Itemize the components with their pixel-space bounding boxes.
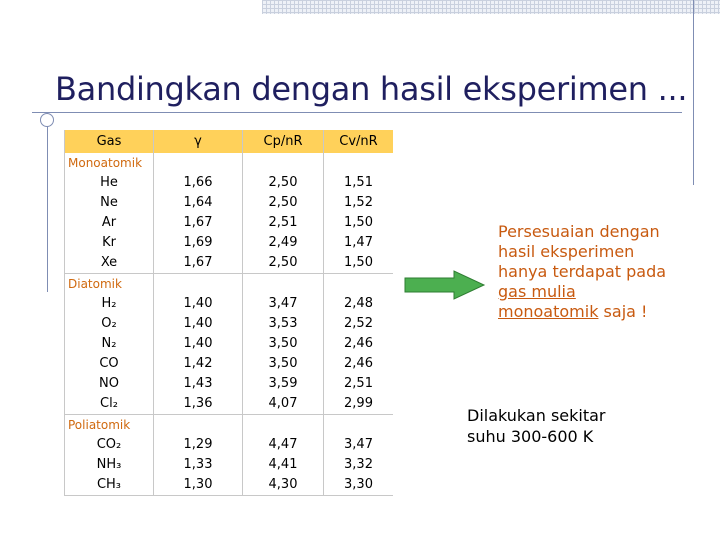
- cell-cp: 4,47: [243, 435, 324, 455]
- cell-cv: 2,51: [344, 376, 373, 391]
- cell-cp: 2,50: [243, 193, 324, 213]
- cell-gas: CH₃: [65, 475, 154, 496]
- note-line: suhu 300-600 K: [467, 427, 594, 446]
- conclusion-note: [498, 222, 698, 322]
- table-row: [65, 253, 394, 274]
- group-empty-cell: [243, 153, 324, 173]
- cell-gamma: 1,30: [154, 475, 243, 496]
- group-empty-cell: [243, 274, 324, 295]
- cell-gamma: 1,69: [154, 233, 243, 253]
- table-row: [65, 173, 394, 193]
- table-row: [65, 334, 394, 354]
- table-row: [65, 374, 394, 394]
- table-row: [65, 354, 394, 374]
- note-line: Dilakukan sekitar: [467, 406, 606, 425]
- cell-cv: 2,48: [344, 296, 373, 311]
- group-empty-cell: [154, 153, 243, 173]
- group-empty-cell: [243, 415, 324, 436]
- group-label: Monoatomik: [65, 153, 154, 173]
- table-body: [65, 153, 394, 496]
- header-cv: Cv/nR: [324, 130, 394, 153]
- cell-gas: O₂: [65, 314, 154, 334]
- cell-gamma: 1,67: [154, 253, 243, 274]
- cell-gas: Kr: [65, 233, 154, 253]
- cell-gamma: 1,40: [154, 314, 243, 334]
- table-row: [65, 233, 394, 253]
- table-row: [65, 435, 394, 455]
- table-row: [65, 455, 394, 475]
- group-empty-cell: [154, 415, 243, 436]
- group-row: [65, 415, 394, 436]
- decorative-vertical-line: [693, 0, 694, 185]
- cell-cp: 3,47: [243, 294, 324, 314]
- group-empty-cell: [324, 153, 394, 173]
- slide-title: Bandingkan dengan hasil eksperimen ...: [55, 70, 688, 108]
- cell-cp: 4,07: [243, 394, 324, 415]
- group-empty-cell: [324, 274, 394, 295]
- cell-cp: 2,50: [243, 253, 324, 274]
- cell-cv: 1,50: [344, 215, 373, 230]
- note-underlined-word: monoatomik: [498, 302, 599, 321]
- cell-cv: 2,99: [344, 396, 373, 411]
- cell-gas: NO: [65, 374, 154, 394]
- cell-cp: 2,50: [243, 173, 324, 193]
- note-text: saja !: [598, 302, 648, 321]
- gas-heat-capacity-table: [64, 130, 393, 496]
- right-arrow-icon: [404, 270, 486, 300]
- cell-cv: 2,46: [344, 336, 373, 351]
- cell-gamma: 1,42: [154, 354, 243, 374]
- cell-cv: 3,30: [324, 475, 394, 496]
- table-row: [65, 193, 394, 213]
- cell-gas: CO₂: [65, 435, 154, 455]
- temperature-note: [467, 405, 687, 447]
- decorative-horizontal-line: [32, 112, 682, 113]
- cell-gamma: 1,40: [154, 334, 243, 354]
- cell-cp: 3,50: [243, 334, 324, 354]
- cell-cp: 4,41: [243, 455, 324, 475]
- cell-cp: 2,51: [243, 213, 324, 233]
- cell-gas: Cl₂: [65, 394, 154, 415]
- decorative-left-line: [47, 112, 48, 292]
- group-label: Diatomik: [65, 274, 154, 295]
- cell-cv: 1,51: [344, 175, 373, 190]
- note-line: [498, 302, 698, 322]
- cell-gas: NH₃: [65, 455, 154, 475]
- group-row: [65, 153, 394, 173]
- cell-cv: 2,46: [344, 356, 373, 371]
- cell-gamma: 1,43: [154, 374, 243, 394]
- cell-gas: Ne: [65, 193, 154, 213]
- cell-gamma: 1,36: [154, 394, 243, 415]
- cell-cp: 4,30: [243, 475, 324, 496]
- decorative-circle: [40, 113, 54, 127]
- note-line: Persesuaian dengan: [498, 222, 660, 241]
- note-line: hasil eksperimen: [498, 242, 635, 261]
- cell-gamma: 1,67: [154, 213, 243, 233]
- header-gamma: γ: [154, 130, 243, 153]
- table-row: [65, 394, 394, 415]
- cell-gas: CO: [65, 354, 154, 374]
- cell-gas: N₂: [65, 334, 154, 354]
- cell-cv: 1,47: [344, 235, 373, 250]
- cell-cv: 2,52: [344, 316, 373, 331]
- header-cp: Cp/nR: [243, 130, 324, 153]
- header-gas: Gas: [65, 130, 154, 153]
- note-line: hanya terdapat pada: [498, 262, 667, 281]
- cell-gamma: 1,29: [154, 435, 243, 455]
- cell-gas: He: [65, 173, 154, 193]
- cell-cv: 3,47: [344, 437, 373, 452]
- cell-cp: 3,50: [243, 354, 324, 374]
- cell-cv: 1,50: [344, 255, 373, 270]
- cell-cp: 2,49: [243, 233, 324, 253]
- cell-gas: Xe: [65, 253, 154, 274]
- table-header-row: [65, 130, 394, 153]
- cell-cv: 1,52: [344, 195, 373, 210]
- group-empty-cell: [324, 415, 394, 436]
- cell-gas: Ar: [65, 213, 154, 233]
- table-row: [65, 294, 394, 314]
- cell-cv: 3,32: [344, 457, 373, 472]
- table-row: [65, 314, 394, 334]
- cell-gamma: 1,66: [154, 173, 243, 193]
- group-row: [65, 274, 394, 295]
- cell-cp: 3,53: [243, 314, 324, 334]
- cell-gamma: 1,33: [154, 455, 243, 475]
- group-empty-cell: [154, 274, 243, 295]
- group-label: Poliatomik: [65, 415, 154, 436]
- table-row: [65, 475, 394, 496]
- note-line-underlined: gas mulia: [498, 282, 576, 301]
- cell-gamma: 1,40: [154, 294, 243, 314]
- cell-gamma: 1,64: [154, 193, 243, 213]
- cell-cp: 3,59: [243, 374, 324, 394]
- decorative-grid-band: [262, 0, 720, 14]
- table-row: [65, 213, 394, 233]
- cell-gas: H₂: [65, 294, 154, 314]
